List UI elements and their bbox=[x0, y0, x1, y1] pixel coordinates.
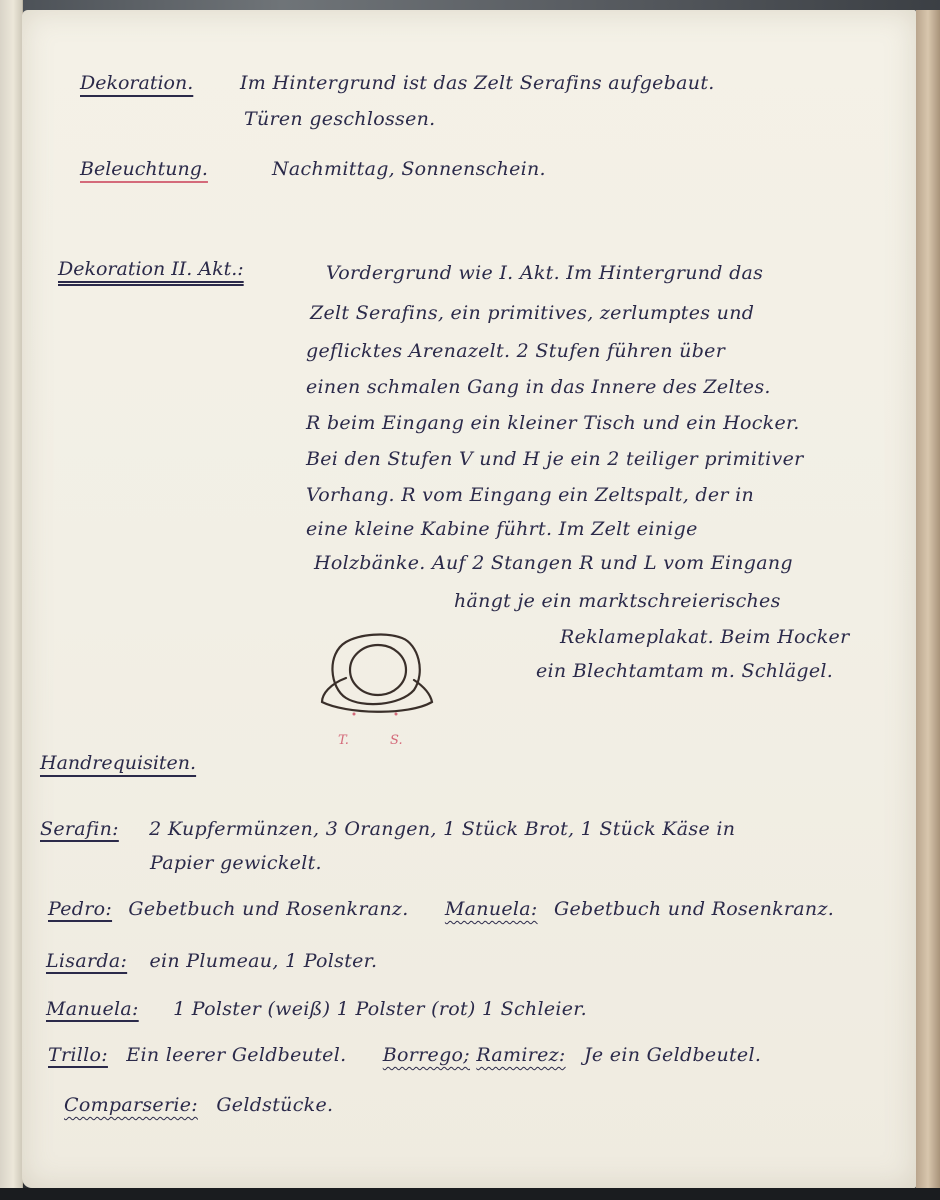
book-cover-edge-bottom bbox=[0, 1188, 940, 1200]
pedro-manuela-row bbox=[48, 898, 834, 920]
manuela-name-b: Manuela: bbox=[46, 998, 139, 1020]
serafin-name: Serafin: bbox=[40, 818, 119, 840]
manuela-props-b: 1 Polster (weiß) 1 Polster (rot) 1 Schleier. bbox=[173, 998, 587, 1020]
dekoration-2-line-8: eine kleine Kabine führt. Im Zelt einige bbox=[306, 518, 698, 540]
serafin-row bbox=[40, 818, 735, 840]
lisarda-props: ein Plumeau, 1 Polster. bbox=[149, 950, 378, 972]
page-stack-edge bbox=[916, 10, 940, 1188]
dekoration-2-line-6: Bei den Stufen V und H je ein 2 teiliger primitiver bbox=[306, 448, 804, 470]
dekoration-2-line-3: geflicktes Arenazelt. 2 Stufen führen über bbox=[306, 340, 726, 362]
dekoration-2-heading: Dekoration II. Akt.: bbox=[58, 258, 244, 280]
comparserie-props: Geldstücke. bbox=[216, 1094, 334, 1116]
comparserie-name: Comparserie: bbox=[64, 1094, 198, 1116]
handrequisiten-heading: Handrequisiten. bbox=[40, 752, 197, 774]
dekoration-2-line-12: ein Blechtamtam m. Schlägel. bbox=[536, 660, 834, 682]
dekoration-2-line-7: Vorhang. R vom Eingang ein Zeltspalt, der in bbox=[306, 484, 755, 506]
dekoration-2-line-5: R beim Eingang ein kleiner Tisch und ein Hocker. bbox=[306, 412, 800, 434]
dekoration-2-line-9: Holzbänke. Auf 2 Stangen R und L vom Eingang bbox=[314, 552, 793, 574]
trillo-props: Ein leerer Geldbeutel. bbox=[126, 1044, 347, 1066]
dekoration-2-line-10: hängt je ein marktschreierisches bbox=[454, 590, 781, 612]
dekoration-2-line-2: Zelt Serafins, ein primitives, zerlumptes und bbox=[310, 302, 755, 324]
comparserie-row bbox=[64, 1094, 333, 1116]
beleuchtung-text: Nachmittag, Sonnenschein. bbox=[272, 158, 546, 180]
pedro-name: Pedro: bbox=[48, 898, 113, 920]
manuela-name-a: Manuela: bbox=[444, 898, 538, 920]
pedro-props: Gebetbuch und Rosenkranz. bbox=[128, 898, 409, 920]
borrego-name: Borrego; bbox=[382, 1044, 470, 1066]
dekoration-2-line-11: Reklameplakat. Beim Hocker bbox=[560, 626, 850, 648]
lisarda-row bbox=[46, 950, 377, 972]
book-spine-edge bbox=[0, 0, 23, 1200]
dekoration-line-1: Im Hintergrund ist das Zelt Serafins aufgebaut. bbox=[240, 72, 715, 94]
serafin-props-line-2: Papier gewickelt. bbox=[150, 852, 322, 874]
beleuchtung-heading: Beleuchtung. bbox=[80, 158, 208, 180]
sketch-label-s: S. bbox=[390, 733, 403, 748]
trillo-name: Trillo: bbox=[48, 1044, 108, 1066]
manuela-row bbox=[46, 998, 587, 1020]
dekoration-2-line-1: Vordergrund wie I. Akt. Im Hintergrund das bbox=[326, 262, 764, 284]
dekoration-2-line-4: einen schmalen Gang in das Innere des Zeltes. bbox=[306, 376, 771, 398]
tent-plan-sketch bbox=[316, 632, 440, 748]
manuela-props-a: Gebetbuch und Rosenkranz. bbox=[553, 898, 835, 920]
sketch-label-t: T. bbox=[338, 733, 349, 748]
lisarda-name: Lisarda: bbox=[46, 950, 128, 972]
ramirez-name: Ramirez: bbox=[476, 1044, 566, 1066]
trillo-borrego-ramirez-row bbox=[48, 1044, 761, 1066]
dekoration-heading: Dekoration. bbox=[80, 72, 194, 94]
ramirez-props: Je ein Geldbeutel. bbox=[583, 1044, 762, 1066]
dekoration-line-2: Türen geschlossen. bbox=[244, 108, 436, 130]
serafin-props-line-1: 2 Kupfermünzen, 3 Orangen, 1 Stück Brot, 1 Stück Käse in bbox=[149, 818, 736, 840]
